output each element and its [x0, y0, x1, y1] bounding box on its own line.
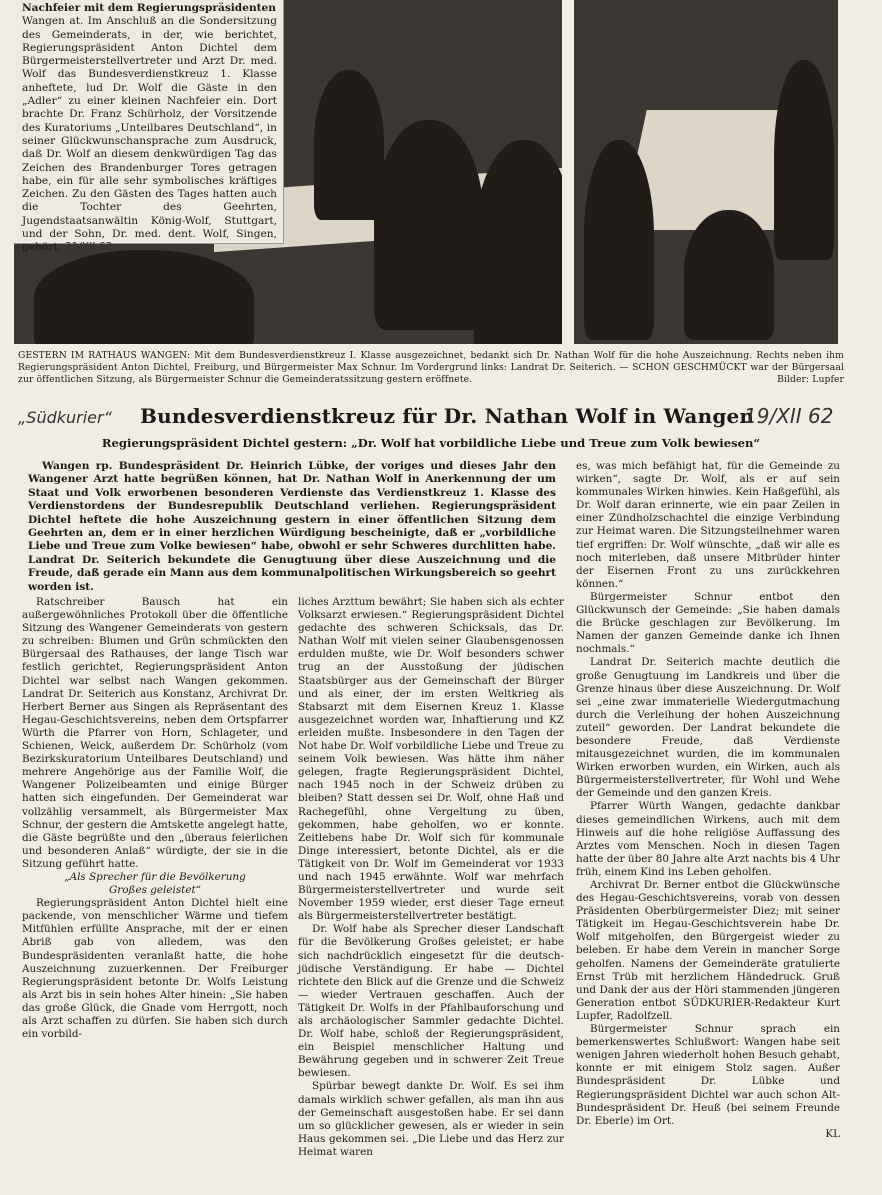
article-lead: Wangen rp. Bundespräsident Dr. Heinrich Lübke, der voriges und dieses Jahr den Wangener Arzt hatte begrüßen können, hat Dr. Nathan Wolf in Anerkennung der um Staat und Volk erworbenen besonderen Verdienste das Verdienstkreuz 1. Klasse des Verdienstordens der Bundesrepublik Deutschland verliehen. Regierungspräsident Dichtel heftete die hohe Auszeichnung gestern in einer öffentlichen Sitzung dem Geehrten an, dem er in einer herzlichen Würdigung bescheinigte, daß er „vorbildliche Liebe und Treue zum Volke bewiesen“ habe, obwohl er sehr Schweres durchlitten habe. Landrat Dr. Seiterich bekundete die Genugtuung über diese Auszeichnung und die Freude, daß gerade ein Mann aus dem kommunalpolitischen Wirkungsbereich so geehrt worden ist. — [28, 460, 556, 593]
crosshead-line-2: Großes geleistet“ — [109, 884, 201, 897]
article-column-2 — [298, 596, 564, 1159]
paragraph: Regierungspräsident Anton Dichtel hielt eine packende, von menschlicher Wärme und tiefem Mitfühlen erfüllte Ansprache, mit der er einen Abriß gab von alledem, was den Bundespräsidenten veranlaßt hatte, die hohe Auszeichnung zuzuerkennen. Der Freiburger Regierungspräsident betonte Dr. Wolfs Leistung als Arzt bis in sein hohes Alter hinein: „Sie haben das große Glück, die Gnade vom Herrgott, noch als Arzt schaffen zu dürfen. Sie haben sich durch ein vorbild- — [22, 897, 288, 1041]
caption-text: GESTERN IM RATHAUS WANGEN: Mit dem Bundesverdienstkreuz I. Klasse ausgezeichnet, bedankt sich Dr. Nathan Wolf für die hohe Auszeichnung. Rechts neben ihm Regierungspräsident Anton Dichtel, Freiburg, und Bürgermeister Max Schnur. Im Vordergrund links: Landrat Dr. Seiterich. — SCHON GESCHMÜCKT war der Bürgersaal zur öffentlichen Sitzung, als Bürgermeister Schnur die Gemeinderatssitzung gestern eröffnete. — [18, 350, 844, 386]
article-headline: Bundesverdienstkreuz für Dr. Nathan Wolf in Wangen — [140, 404, 755, 428]
paragraph: Ratschreiber Bausch hat ein außergewöhnliches Protokoll über die öffentliche Sitzung des Wangener Gemeinderats von gestern zu schreiben: Blumen und Grün schmückten den Bürgersaal des Rathauses, der lange Tisch war festlich gerichtet, Regierungspräsident Anton Dichtel war selbst nach Wangen gekommen. Landrat Dr. Seiterich aus Konstanz, Archivrat Dr. Herbert Berner aus Singen als Repräsentant des Hegau-Geschichtsvereins, neben dem Ortspfarrer Würth die Pfarrer von Horn, Schlageter, und Schienen, Weick, außerdem Dr. Schürholz (vom Bezirkskuratorium Unteilbares Deutschland) und mehrere Angehörige aus der Familie Wolf, die Wangener Polizeibeamten und einige Bürger hatten sich eingefunden. Der Gemeinderat war vollzählig versammelt, als Bürgermeister Max Schnur, der gestern die Amtskette angelegt hatte, die Gäste begrüßte und den „überaus feierlichen und besonderen Anlaß“ würdigte, der sie in die Sitzung geführt hatte. — [22, 596, 288, 870]
article-subheadline: Regierungspräsident Dichtel gestern: „Dr. Wolf hat vorbildliche Liebe und Treue zum Volk bewiesen“ — [101, 436, 761, 450]
author-signature: KL — [825, 1127, 840, 1140]
clipping-nachfeier — [14, 0, 284, 254]
clipping-body: Wangen at. Im Anschluß an die Sondersitzung des Gemeinderats, in der, wie berichtet, Regierungspräsident Anton Dichtel dem Bürgermeisterstellvertreter und Arzt Dr. med. Wolf das Bundesverdienstkreuz 1. Klasse anheftete, lud Dr. Wolf die Gäste in den „Adler“ zu einer kleinen Nachfeier ein. Dort brachte Dr. Franz Schürholz, der Vorsitzende des Kuratoriums „Unteilbares Deutschland“, in seiner Glückwunschansprache zum Ausdruck, daß Dr. Wolf an diesem denkwürdigen Tag das Zeichen des Brandenburger Tores getragen habe, ein für alle sehr symbolisches kräftiges Zeichen. Zu den Gästen des Tages hatten auch die Tochter des Geehrten, Jugendstaatsanwältin König-Wolf, Stuttgart, und der Sohn, Dr. med. dent. Wolf, Singen, gehört. — [22, 15, 277, 254]
article-column-1 — [22, 596, 288, 1041]
paragraph: Spürbar bewegt dankte Dr. Wolf. Es sei ihm damals wirklich schwer gefallen, als man ihn aus der Gemeinschaft ausgestoßen habe. Er sei dann um so glücklicher gewesen, als er wieder in sein Haus gekommen sei. „Die Liebe und das Herz zur Heimat waren — [298, 1080, 564, 1158]
paragraph: Archivrat Dr. Berner entbot die Glückwünsche des Hegau-Geschichtsvereins, vorab von dessen Präsidenten Oberbürgermeister Diez; mit seiner Tätigkeit im Hegau-Geschichtsverein habe Dr. Wolf mitgeholfen, den Bürgergeist wieder zu beleben. Er habe dem Verein in mancher Sorge geholfen. Namens der Gemeinderäte gratulierte Ernst Trüb mit herzlichem Händedruck. Gruß und Dank der aus der Höri stammenden jüngeren Generation entbot SÜDKURIER-Redakteur Kurt Lupfer, Radolfzell. — [576, 879, 840, 1022]
crosshead-line-1: „Als Sprecher für die Bevölkerung — [64, 870, 246, 883]
article-column-3 — [576, 460, 840, 1141]
paragraph: es, was mich befähigt hat, für die Gemeinde zu wirken“, sagte Dr. Wolf, als er auf sein kommunales Wirken hinwies. Kein Haßgefühl, als Dr. Wolf daran erinnerte, wie ein paar Zeilen in einer Zündholzschachtel die einzige Verbindung zur Heimat waren. Die Sitzungsteilnehmer waren tief ergriffen: Dr. Wolf wünschte, „daß wir alle es noch miterleben, daß unsere Mitbrüder hinter der Eisernen Front zu uns zurückkehren können.“ — [576, 460, 840, 590]
photo-credit: Bilder: Lupfer — [777, 374, 844, 386]
paragraph: Landrat Dr. Seiterich machte deutlich die große Genugtuung im Landkreis und über die Grenze hinaus über diese Auszeichnung. Dr. Wolf sei „eine zwar immaterielle Wiedergutmachung durch die Verleihung der hohen Auszeichnung zuteil“ geworden. Der Landrat bekundete die besondere Freude, daß Verdienste mitausgezeichnet wurden, die im kommunalen Wirken erworben wurden, ein Wirken, auch als Bürgermeisterstellvertreter, für Wohl und Wehe der Gemeinde und den ganzen Kreis. — [576, 656, 840, 800]
clipping-headline: Nachfeier mit dem Regierungspräsidenten — [22, 2, 276, 14]
paragraph: Dr. Wolf habe als Sprecher dieser Landschaft für die Bevölkerung Großes geleistet; er habe sich nachdrücklich eingesetzt für die deutsch-jüdische Verständigung. Er habe — Dichtel richtete den Blick auf die Grenze und die Schweiz — wieder Vertrauen geschaffen. Auch der Tätigkeit Dr. Wolfs in der Pfahlbauforschung und als archäologischer Sammler gedachte Dichtel. Dr. Wolf habe, schloß der Regierungspräsident, ein Beispiel menschlicher Haltung und Bewährung gegeben und in schwerer Zeit Treue bewiesen. — [298, 923, 564, 1080]
article-masthead — [18, 402, 844, 436]
handwritten-publication: „Südkurier“ — [18, 408, 112, 427]
paragraph: liches Arzttum bewährt; Sie haben sich als echter Volksarzt erwiesen.“ Regierungspräsident Dichtel gedachte des schweren Schicksals, das Dr. Nathan Wolf mit vielen seiner Glaubensgenossen erdulden mußte, wie Dr. Wolf besonders schwer trug an der Ausstoßung der jüdischen Staatsbürger aus der Gemeinschaft der Bürger und als einer, der im ersten Weltkrieg als Stabsarzt mit dem Eisernen Kreuz 1. Klasse ausgezeichnet worden war, Inhaftierung und KZ erleiden mußte. Insbesondere in den Tagen der Not habe Dr. Wolf vorbildliche Liebe und Treue zu seinem Volk bewiesen. Was hätte ihm näher gelegen, fragte Regierungspräsident Dichtel, nach 1945 noch in der Schweiz drüben zu bleiben? Statt dessen sei Dr. Wolf, ohne Haß und Rachegefühl, ohne Vergeltung zu üben, gekommen, habe geholfen, wo er konnte. Zeitlebens habe Dr. Wolf sich für kommunale Dinge interessiert, betonte Dichtel, als er die Tätigkeit von Dr. Wolf im Gemeinderat vor 1933 und nach 1945 erwähnte. Wolf war mehrfach Bürgermeisterstellvertreter und wurde seit November 1959 wieder, erst dieser Tage erneut als Bürgermeisterstellvertreter bestätigt. — [298, 596, 564, 923]
paragraph: Bürgermeister Schnur entbot den Glückwunsch der Gemeinde: „Sie haben damals die Brücke geschlagen zur Bevölkerung. Im Namen der ganzen Gemeinde danke ich Ihnen nochmals.“ — [576, 590, 840, 656]
handwritten-date: 21/XII 62 — [64, 241, 112, 254]
paragraph: Bürgermeister Schnur sprach ein bemerkenswertes Schlußwort: Wangen habe seit wenigen Jahren wiederholt hohen Besuch gehabt, konnte er mit einigem Stolz sagen. Außer Bundespräsident Dr. Lübke und Regierungspräsident Dichtel war auch schon Alt-Bundespräsident Dr. Heuß (bei seinem Freunde Dr. Eberle) im Ort. — [576, 1023, 840, 1127]
photo-council-hall — [574, 0, 838, 344]
photo-caption — [18, 350, 844, 387]
handwritten-article-date: 19/XII 62 — [744, 404, 834, 428]
paragraph: Pfarrer Würth Wangen, gedachte dankbar dieses gemeindlichen Wirkens, auch mit dem Hinweis auf die hohe religiöse Auffassung des Arztes vom Menschen. Noch in diesen Tagen hatte der über 80 Jahre alte Arzt nachts bis 4 Uhr früh, einem Kind ins Leben geholfen. — [576, 800, 840, 878]
